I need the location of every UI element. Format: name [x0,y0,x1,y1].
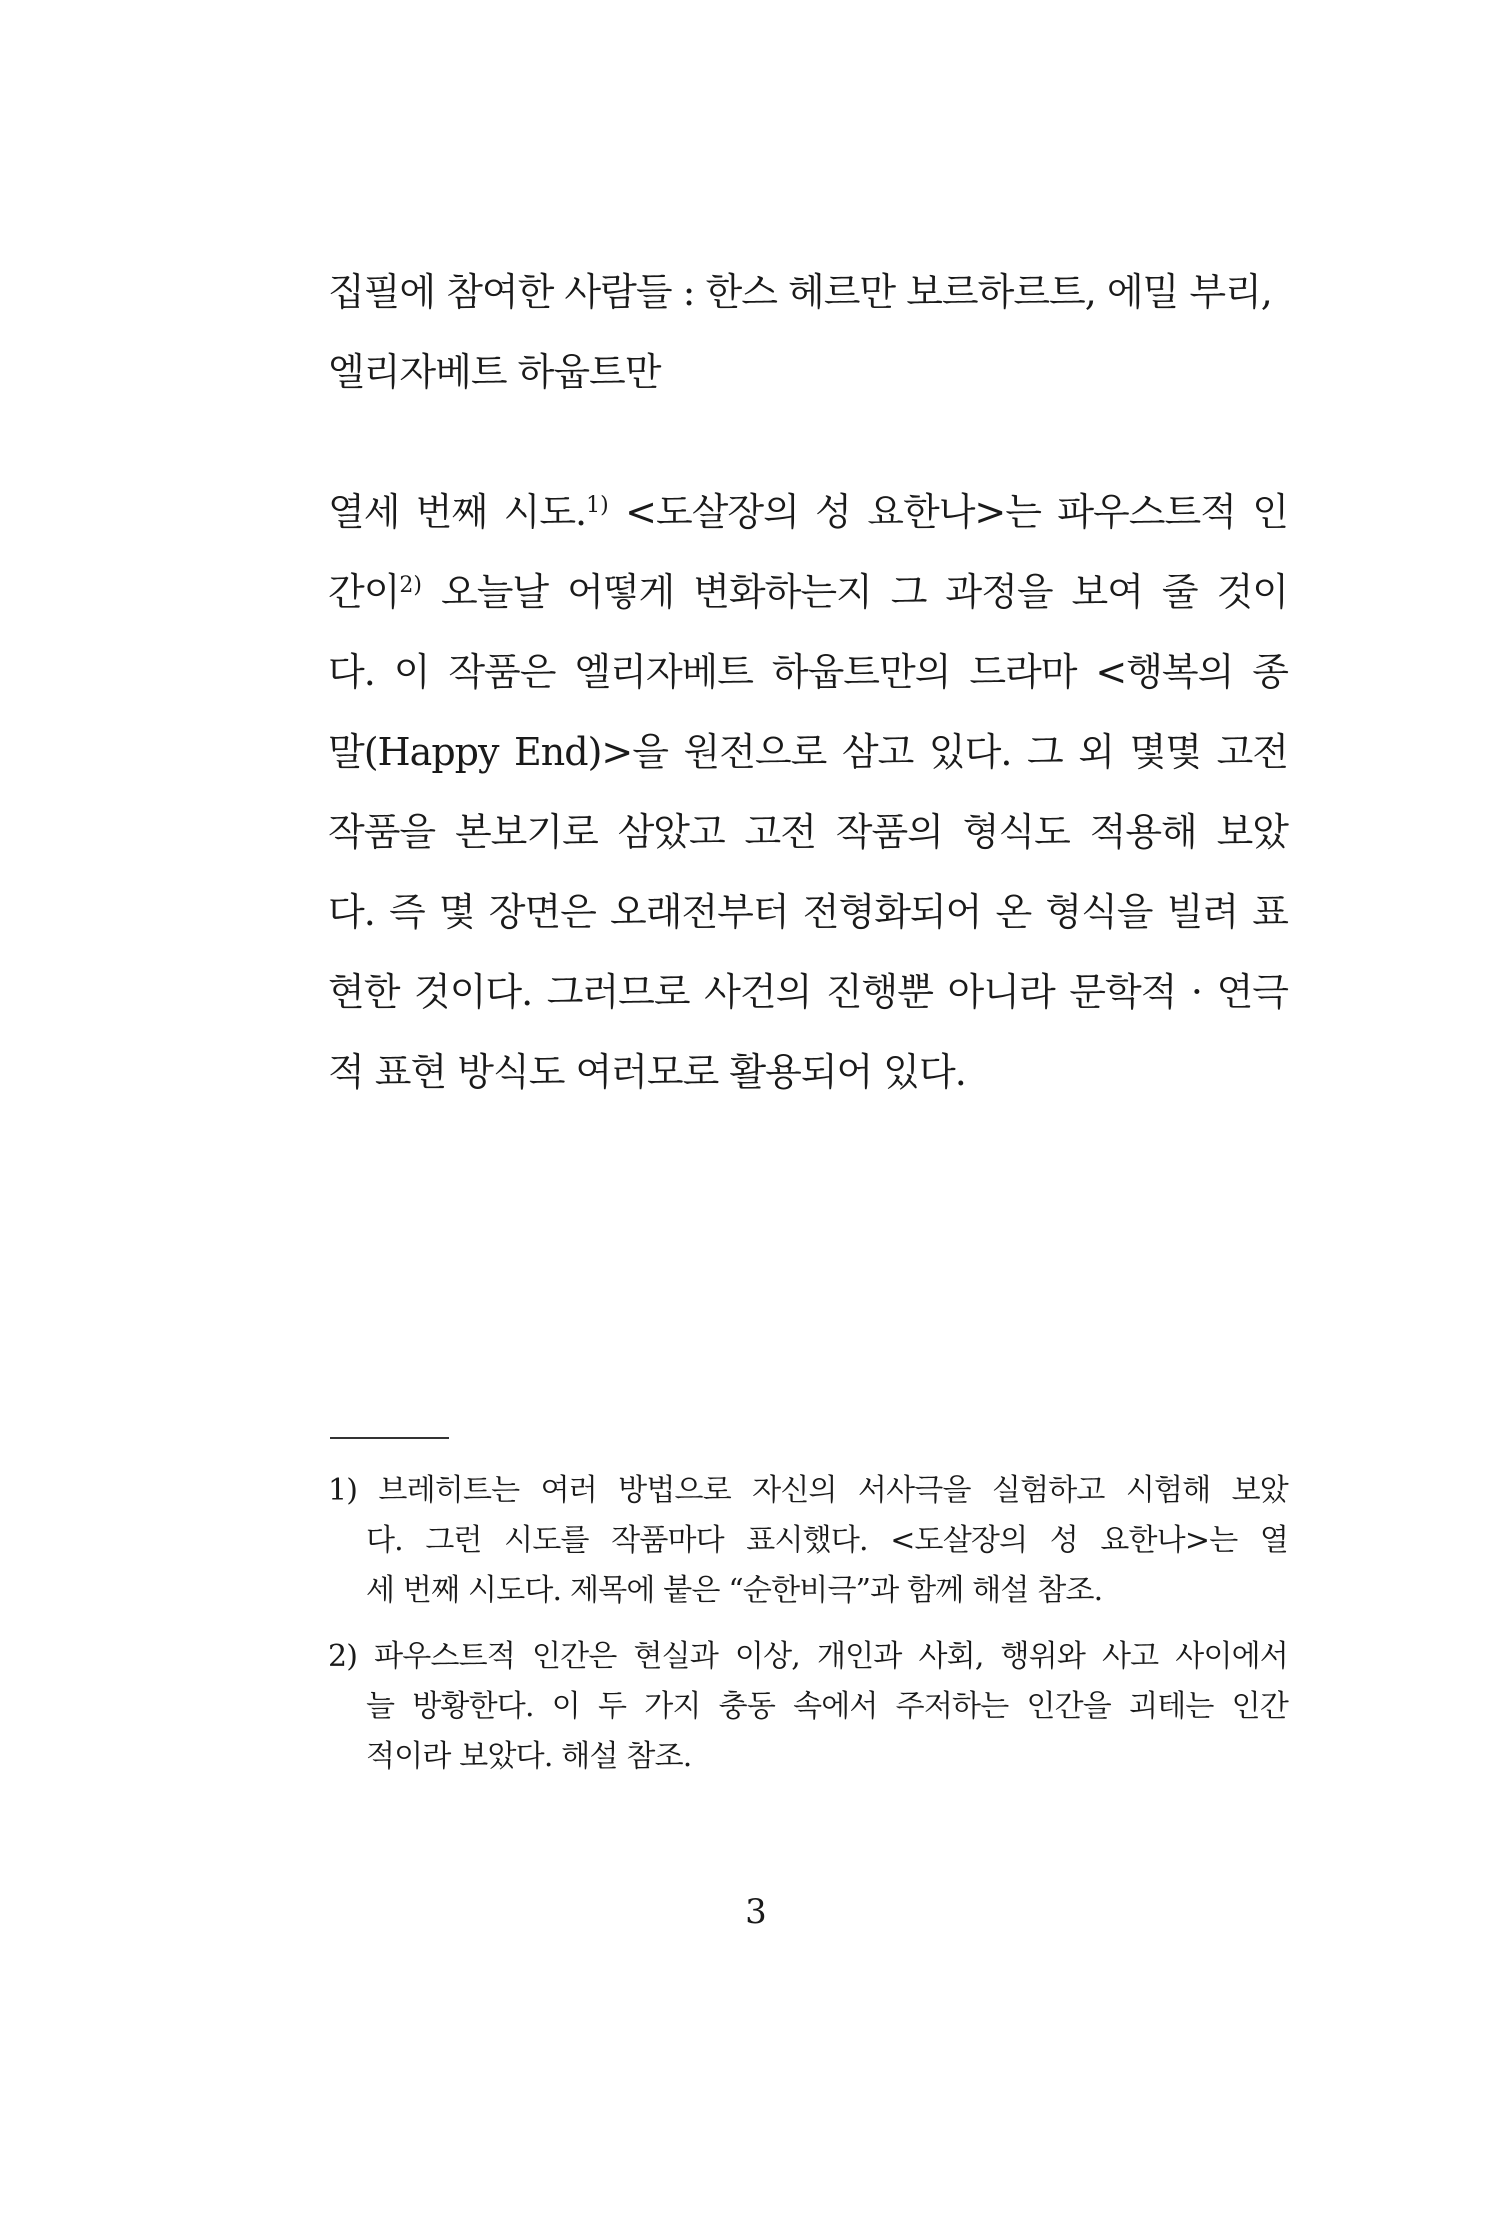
footnote-1-line-2: 다. 그런 시도를 작품마다 표시했다. <도살장의 성 요한나>는 열 [366,1523,1288,1558]
body-line-2: 간이$^{2)}$ 오늘날 어떻게 변화하는지 그 과정을 보여 줄 것이 [328,570,1288,614]
credits-line-1: 집필에 참여한 사람들 : 한스 헤르만 보르하르트, 에밀 부리, [328,270,1272,314]
footnote-2 [328,1632,1288,1782]
footnote-1-line-3: 세 번째 시도다. 제목에 붙은 “순한비극”과 함께 해설 참조. [366,1573,1103,1608]
footnote-divider [330,1437,449,1439]
footnote-ref-2[interactable]: 2) [399,573,423,598]
body-line-3: 다. 이 작품은 엘리자베트 하웁트만의 드라마 <행복의 종 [328,650,1288,694]
credits-line-2: 엘리자베트 하웁트만 [328,350,661,394]
footnote-1-line-1: 1) 브레히트는 여러 방법으로 자신의 서사극을 실험하고 시험해 보았 [328,1473,1288,1508]
footnote-ref-1[interactable]: 1) [586,493,609,518]
body-line-1: 열세 번째 시도.$^{1)}$ <도살장의 성 요한나>는 파우스트적 인 [328,490,1288,534]
body-paragraph [328,472,1288,1112]
footnotes-section [328,1466,1288,1798]
footnote-2-line-3: 적이라 보았다. 해설 참조. [366,1739,692,1774]
body-line-4: 말(Happy End)>을 원전으로 삼고 있다. 그 외 몇몇 고전 [328,730,1288,774]
page-number: 3 [745,1892,767,1932]
body-line-5: 작품을 본보기로 삼았고 고전 작품의 형식도 적용해 보았 [328,810,1288,854]
footnote-2-line-1: 2) 파우스트적 인간은 현실과 이상, 개인과 사회, 행위와 사고 사이에서 [328,1639,1288,1674]
credits-paragraph [328,252,1288,412]
footnote-1 [328,1466,1288,1616]
body-line-7: 현한 것이다. 그러므로 사건의 진행뿐 아니라 문학적 · 연극 [328,970,1288,1014]
body-line-6: 다. 즉 몇 장면은 오래전부터 전형화되어 온 형식을 빌려 표 [328,890,1288,934]
footnote-2-line-2: 늘 방황한다. 이 두 가지 충동 속에서 주저하는 인간을 괴테는 인간 [366,1689,1288,1724]
body-line-8: 적 표현 방식도 여러모로 활용되어 있다. [328,1050,966,1094]
